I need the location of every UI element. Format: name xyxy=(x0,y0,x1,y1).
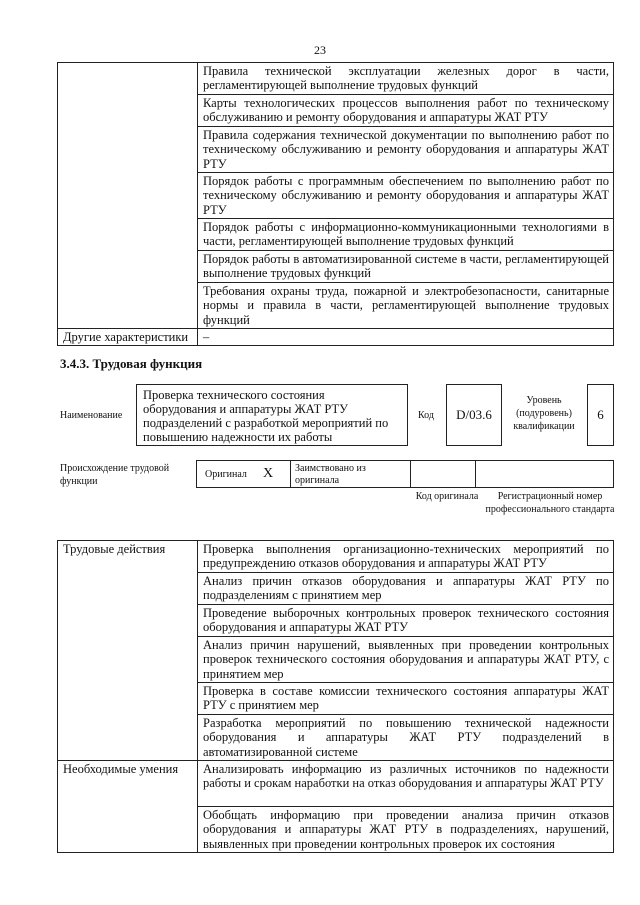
origin-label: Происхождение трудовой функции xyxy=(60,463,170,487)
row-label-other: Другие характеристики xyxy=(58,329,198,346)
code-label: Код xyxy=(418,410,434,421)
knowledge-item: Порядок работы с программным обеспечением по выполнению работ по техническому обслуживанию и ремонту оборудования и аппаратуры ЖАТ РТУ xyxy=(198,173,614,219)
name-label: Наименование xyxy=(60,410,123,421)
reg-number-caption: Регистрационный номер профессионального стандарта xyxy=(485,491,615,515)
reg-number-cell xyxy=(476,460,614,488)
actions-table xyxy=(57,540,614,853)
skill-item: Анализировать информацию из различных источников по надежности работы и срокам наработки на отказ оборудования и аппаратуры ЖАТ РТУ xyxy=(198,761,614,807)
actions-label: Трудовые действия xyxy=(58,541,198,761)
level-label: Уровень (подуровень) квалификации xyxy=(513,395,575,432)
knowledge-item: Карты технологических процессов выполнения работ по техническому обслуживанию и ремонту оборудования и аппаратуры ЖАТ РТУ xyxy=(198,95,614,127)
skills-label: Необходимые умения xyxy=(58,761,198,853)
knowledge-table xyxy=(57,62,614,346)
table-row xyxy=(58,761,614,807)
code-original-cell xyxy=(411,460,476,488)
borrowed-label: Заимствовано из оригинала xyxy=(295,463,366,486)
section-heading: 3.4.3. Трудовая функция xyxy=(60,356,203,371)
code-original-caption: Код оригинала xyxy=(415,491,479,502)
table-row xyxy=(58,329,614,346)
borrowed-cell xyxy=(291,460,411,488)
origin-row xyxy=(196,460,614,488)
action-item: Анализ причин нарушений, выявленных при проведении контрольных проверок технического состояния оборудования и аппаратуры ЖАТ РТУ, с принятием мер xyxy=(198,637,614,683)
page-number: 23 xyxy=(314,43,326,57)
knowledge-item: Порядок работы в автоматизированной системе в части, регламентирующей выполнение трудовых функций xyxy=(198,251,614,283)
function-code: D/03.6 xyxy=(446,384,502,446)
function-name: Проверка технического состояния оборудования и аппаратуры ЖАТ РТУ подразделений с разработкой мероприятий по повышению надежности их работы xyxy=(136,384,408,446)
skill-item: Обобщать информацию при проведении анализа причин отказов оборудования и аппаратуры ЖАТ РТУ в подразделениях, нарушений, выявленных при проведении контрольных проверок их состояния xyxy=(198,807,614,853)
knowledge-item: Требования охраны труда, пожарной и электробезопасности, санитарные нормы и правила в части, регламентирующей выполнение трудовых функций xyxy=(198,283,614,329)
action-item: Проверка в составе комиссии технического состояния аппаратуры ЖАТ РТУ с принятием мер xyxy=(198,683,614,715)
qualification-level: 6 xyxy=(587,384,614,446)
action-item: Проведение выборочных контрольных проверок технического состояния оборудования и аппаратуры ЖАТ РТУ xyxy=(198,605,614,637)
action-item: Разработка мероприятий по повышению технической надежности оборудования и аппаратуры ЖАТ РТУ подразделений в автоматизированной системе xyxy=(198,715,614,761)
original-label: Оригинал xyxy=(205,469,247,480)
original-mark: X xyxy=(263,466,274,481)
row-label-empty xyxy=(58,63,198,329)
other-characteristics-value: – xyxy=(198,329,614,346)
table-row xyxy=(58,63,614,95)
knowledge-item: Правила содержания технической документации по выполнению работ по техническому обслуживанию и ремонту оборудования и аппаратуры ЖАТ РТУ xyxy=(198,127,614,173)
table-row xyxy=(58,541,614,573)
action-item: Анализ причин отказов оборудования и аппаратуры ЖАТ РТУ по подразделениям с принятием мер xyxy=(198,573,614,605)
original-cell xyxy=(196,460,291,488)
knowledge-item: Правила технической эксплуатации железных дорог в части, регламентирующей выполнение трудовых функций xyxy=(198,63,614,95)
knowledge-item: Порядок работы с информационно-коммуникационными технологиями в части, регламентирующей выполнение трудовых функций xyxy=(198,219,614,251)
action-item: Проверка выполнения организационно-технических мероприятий по предупреждению отказов оборудования и аппаратуры ЖАТ РТУ xyxy=(198,541,614,573)
